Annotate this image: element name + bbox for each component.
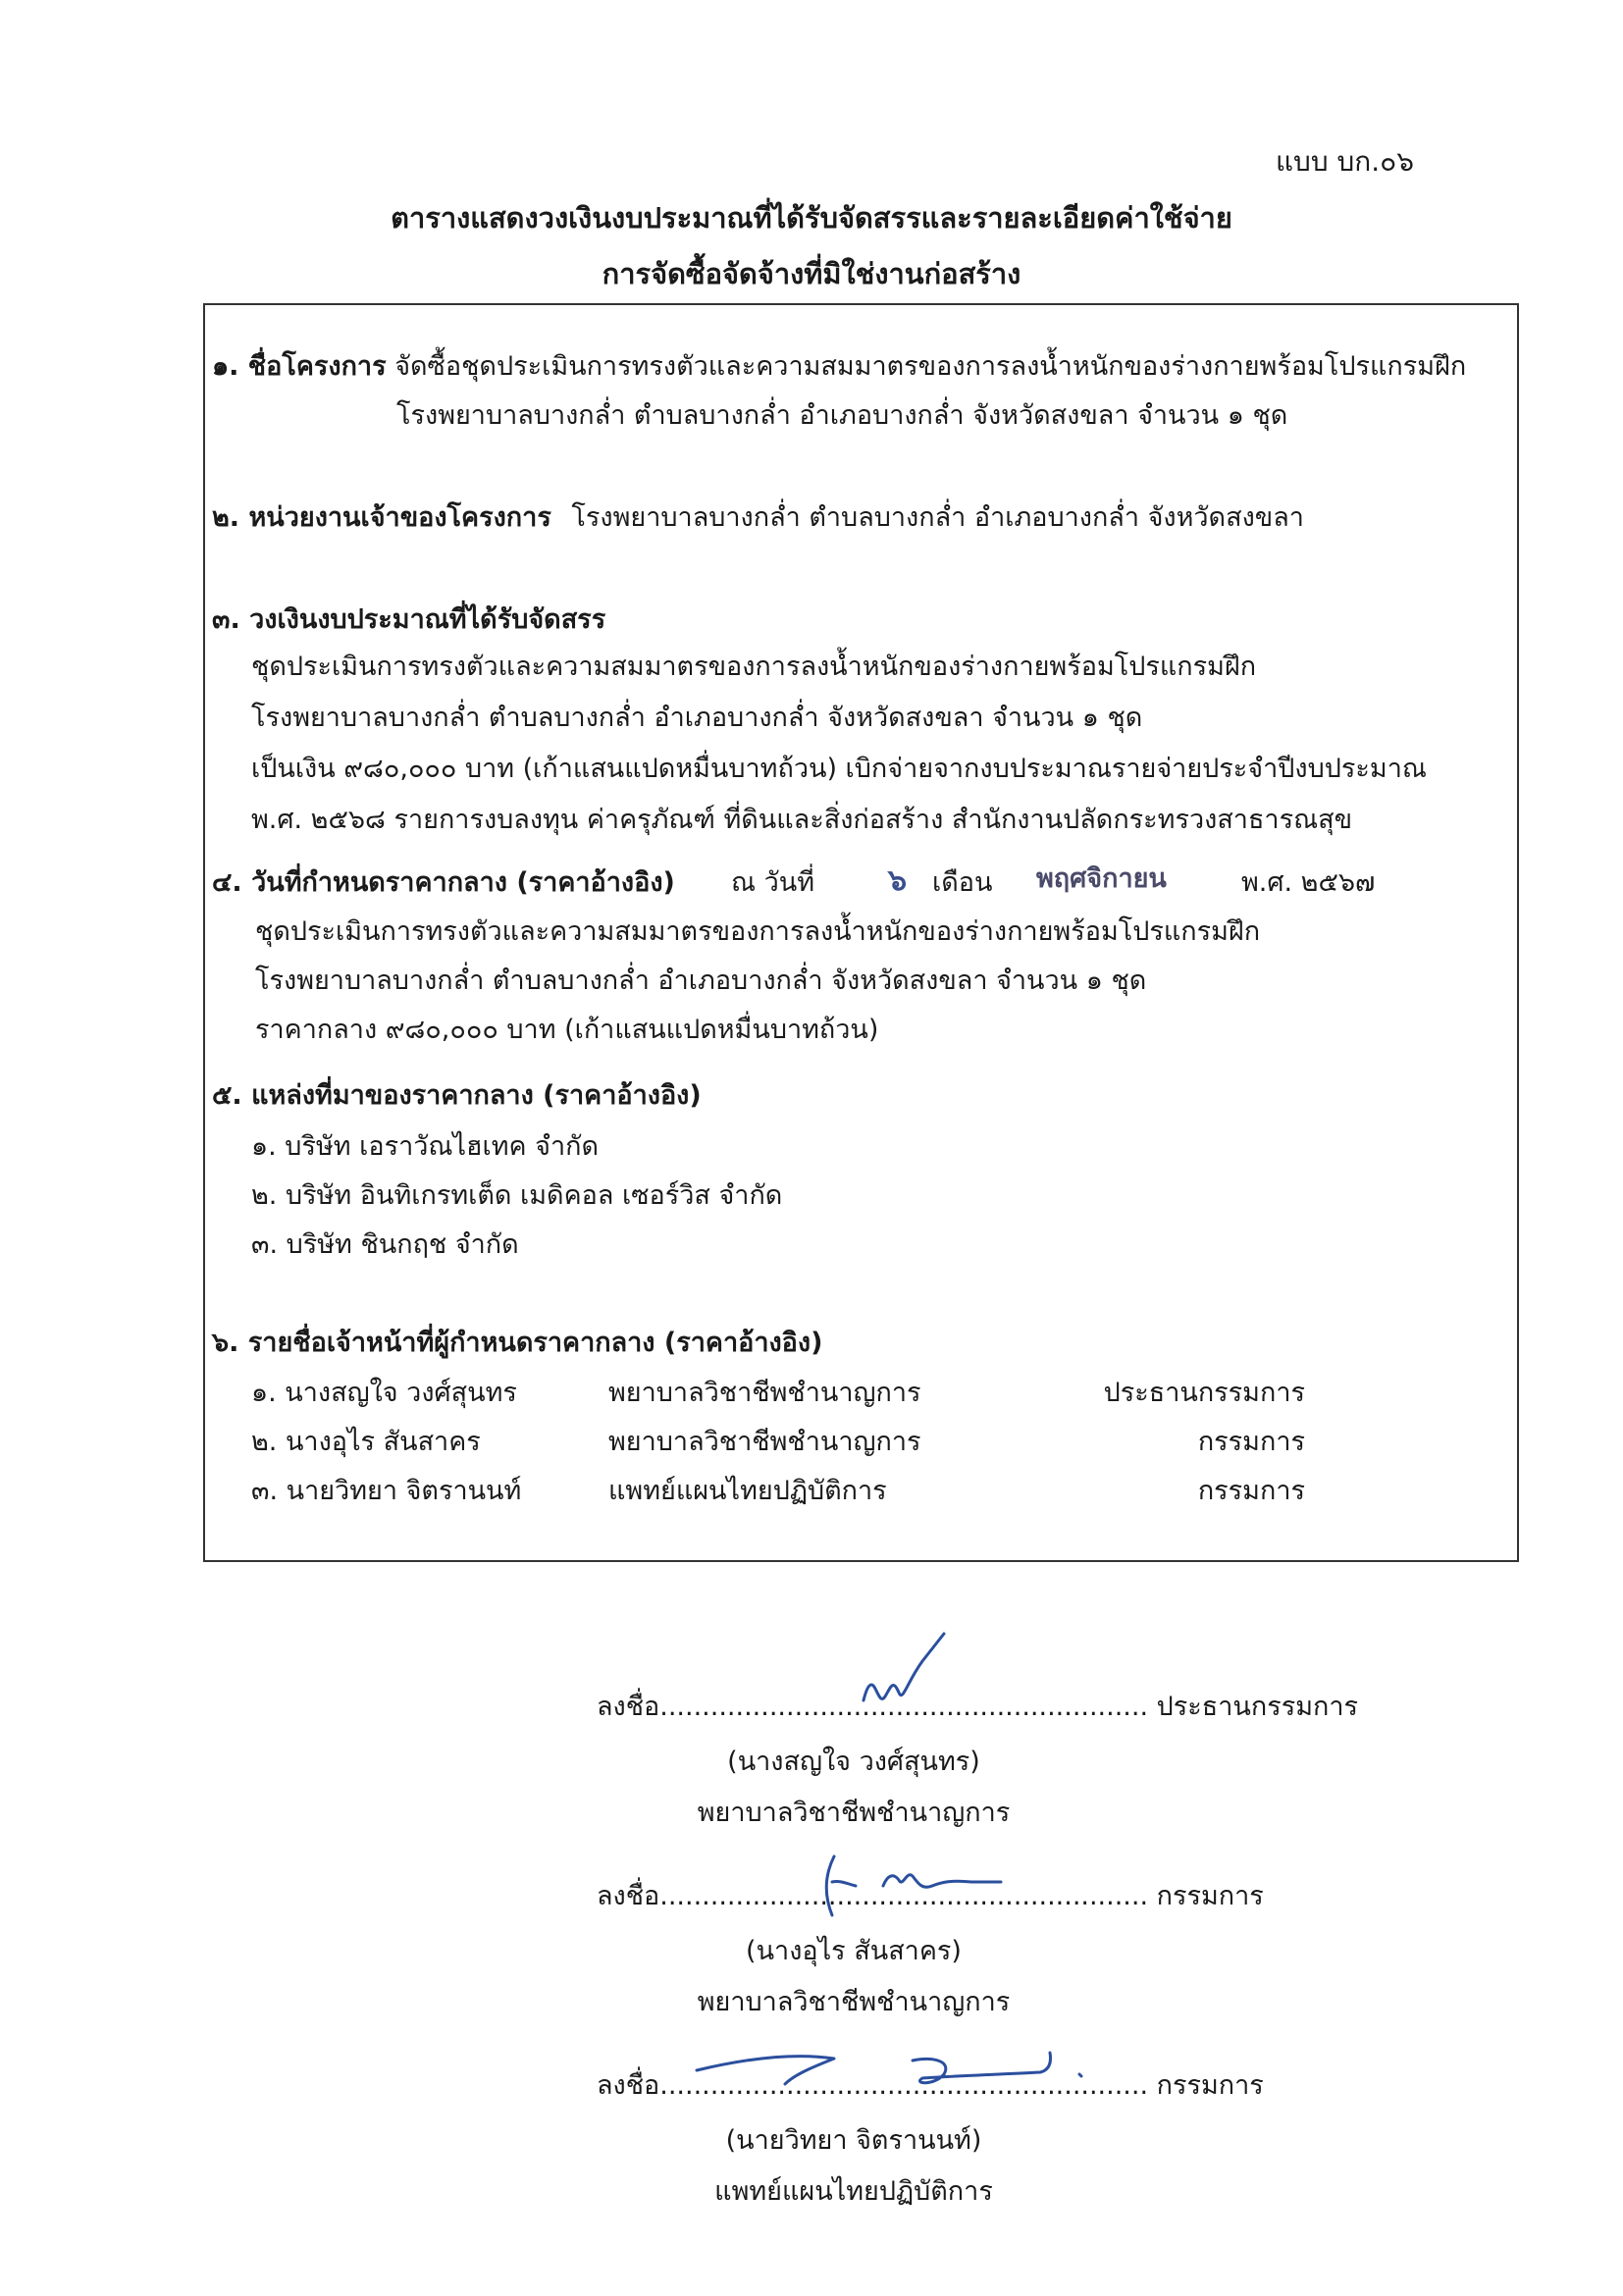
member-name: ๑. นางสญใจ วงศ์สุนทร	[251, 1378, 517, 1408]
project-name: จัดซื้อชุดประเมินการทรงตัวและความสมมาตรของการลงน้ำหนักของร่างกายพร้อมโปรแกรมฝึก	[394, 351, 1467, 382]
source-item: ๓. บริษัท ชินกฤช จำกัด	[251, 1229, 519, 1260]
source-item: ๒. บริษัท อินทิเกรทเต็ด เมดิคอล เซอร์วิส จำกัด	[251, 1180, 783, 1211]
section1-heading: ๑. ชื่อโครงการ	[212, 351, 387, 382]
signer-position: พยาบาลวิชาชีพชำนาญการ	[697, 1798, 1011, 1828]
signer-position: แพทย์แผนไทยปฏิบัติการ	[714, 2176, 993, 2207]
date-month: พฤศจิกายน	[1036, 863, 1167, 894]
signer-name: (นางสญใจ วงศ์สุนทร)	[727, 1747, 980, 1777]
source-item: ๑. บริษัท เอราวัณไฮเทค จำกัด	[251, 1131, 600, 1162]
member-name: ๒. นางอุไร สันสาคร	[251, 1427, 481, 1457]
member-name: ๓. นายวิทยา จิตรานนท์	[251, 1476, 522, 1506]
section3-heading: ๓. วงเงินงบประมาณที่ได้รับจัดสรร	[212, 604, 606, 635]
date-prefix: ณ วันที่	[731, 867, 815, 898]
signature-line: ลงชื่อ.......................................................... ประธานกรรมการ	[597, 1692, 1359, 1722]
signature-mark	[854, 1624, 952, 1722]
member-position: พยาบาลวิชาชีพชำนาญการ	[608, 1378, 921, 1408]
section1-row	[212, 351, 1466, 383]
signature-line: ลงชื่อ.......................................................... กรรมการ	[597, 2070, 1264, 2101]
signer-name: (นายวิทยา จิตรานนท์)	[725, 2125, 982, 2156]
member-position: แพทย์แผนไทยปฏิบัติการ	[608, 1476, 887, 1506]
section2-row	[212, 502, 1304, 534]
signature-mark	[687, 2031, 1099, 2100]
signer-position: พยาบาลวิชาชีพชำนาญการ	[697, 1987, 1011, 2017]
section3-line: พ.ศ. ๒๕๖๘ รายการงบลงทุน ค่าครุภัณฑ์ ที่ดินและสิ่งก่อสร้าง สำนักงานปลัดกระทรวงสาธารณสุข	[251, 805, 1353, 835]
section4-line: ชุดประเมินการทรงตัวและความสมมาตรของการลงน้ำหนักของร่างกายพร้อมโปรแกรมฝึก	[255, 916, 1261, 947]
form-code: แบบ บก.๐๖	[1276, 145, 1414, 178]
signer-name: (นางอุไร สันสาคร)	[746, 1936, 962, 1966]
member-position: พยาบาลวิชาชีพชำนาญการ	[608, 1427, 921, 1457]
section4-line: ราคากลาง ๙๘๐,๐๐๐ บาท (เก้าแสนแปดหมื่นบาทถ้วน)	[255, 1015, 879, 1045]
section3-line: โรงพยาบาลบางกล่ำ ตำบลบางกล่ำ อำเภอบางกล่ำ จังหวัดสงขลา จำนวน ๑ ชุด	[251, 703, 1143, 733]
section4-line: โรงพยาบาลบางกล่ำ ตำบลบางกล่ำ อำเภอบางกล่ำ จังหวัดสงขลา จำนวน ๑ ชุด	[255, 965, 1147, 996]
section4-heading: ๔. วันที่กำหนดราคากลาง (ราคาอ้างอิง)	[212, 867, 675, 898]
date-day: ๖	[888, 863, 908, 898]
member-role: กรรมการ	[1197, 1427, 1305, 1457]
page-title-line2: การจัดซื้อจัดจ้างที่มิใช่งานก่อสร้าง	[602, 257, 1021, 290]
section3-line: เป็นเงิน ๙๘๐,๐๐๐ บาท (เก้าแสนแปดหมื่นบาทถ้วน) เบิกจ่ายจากงบประมาณรายจ่ายประจำปีงบประมาณ	[251, 754, 1427, 784]
signature-line: ลงชื่อ.......................................................... กรรมการ	[597, 1881, 1264, 1911]
member-role: ประธานกรรมการ	[1103, 1378, 1305, 1408]
section6-heading: ๖. รายชื่อเจ้าหน้าที่ผู้กำหนดราคากลาง (ราคาอ้างอิง)	[212, 1328, 823, 1358]
owner-unit: โรงพยาบาลบางกล่ำ ตำบลบางกล่ำ อำเภอบางกล่ำ จังหวัดสงขลา	[571, 502, 1304, 533]
section3-line: ชุดประเมินการทรงตัวและความสมมาตรของการลงน้ำหนักของร่างกายพร้อมโปรแกรมฝึก	[251, 652, 1257, 682]
month-label: เดือน	[932, 867, 993, 898]
member-role: กรรมการ	[1197, 1476, 1305, 1506]
page-title-line1: ตารางแสดงวงเงินงบประมาณที่ได้รับจัดสรรและรายละเอียดค่าใช้จ่าย	[391, 201, 1232, 235]
signature-mark	[805, 1847, 1040, 1925]
project-location: โรงพยาบาลบางกล่ำ ตำบลบางกล่ำ อำเภอบางกล่ำ จังหวัดสงขลา จำนวน ๑ ชุด	[396, 400, 1288, 431]
section5-heading: ๕. แหล่งที่มาของราคากลาง (ราคาอ้างอิง)	[212, 1080, 702, 1111]
section2-heading: ๒. หน่วยงานเจ้าของโครงการ	[212, 502, 551, 533]
date-year: พ.ศ. ๒๕๖๗	[1241, 867, 1376, 898]
